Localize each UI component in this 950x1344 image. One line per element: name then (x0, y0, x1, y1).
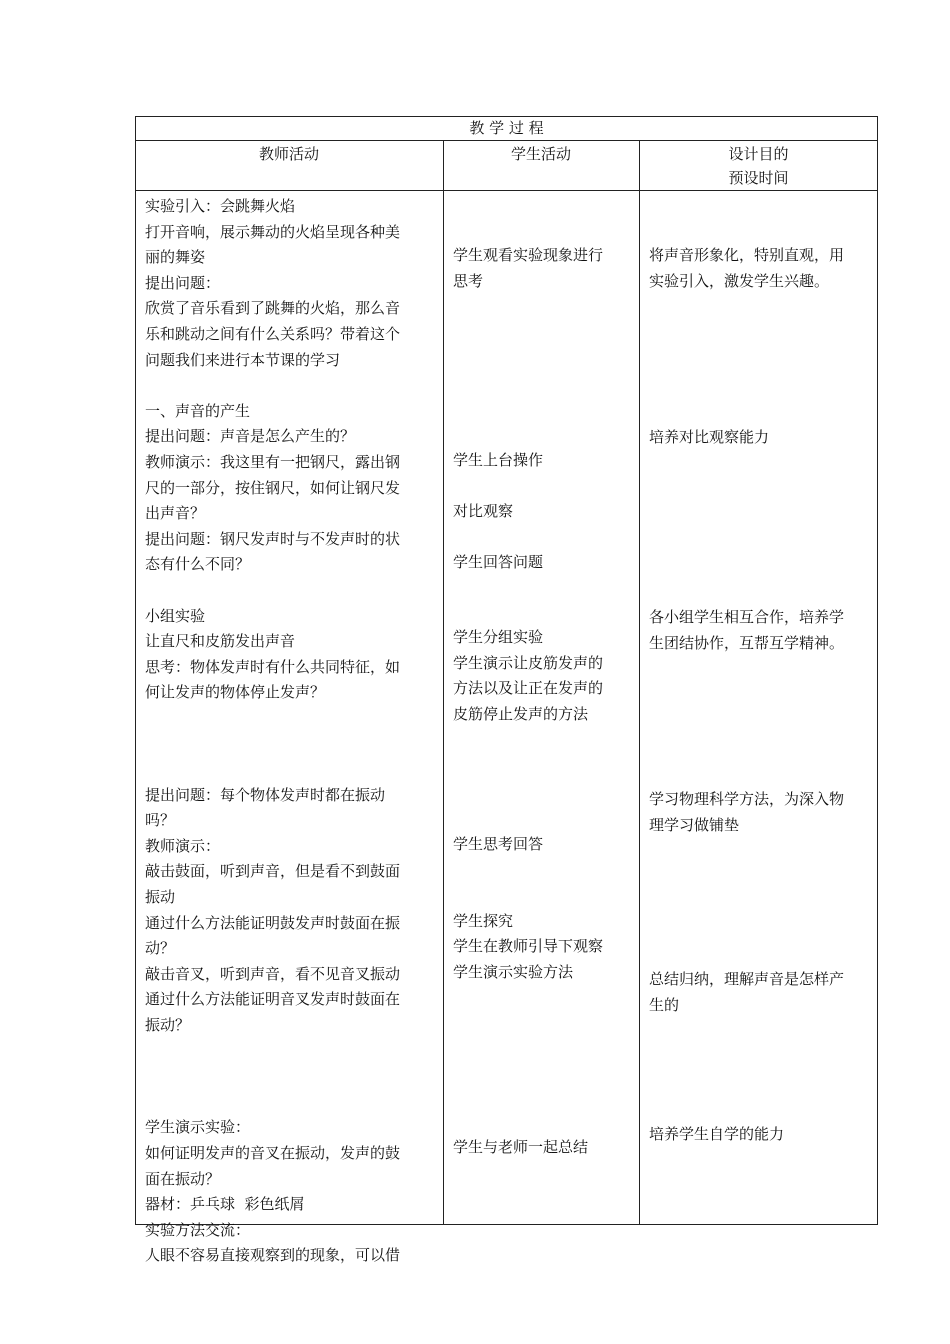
purpose-method: 学习物理科学方法，为深入物 理学习做铺垫 (649, 790, 845, 834)
column-divider-2 (639, 140, 640, 1225)
purpose-self-study: 培养学生自学的能力 (649, 1125, 785, 1143)
purpose-observation: 培养对比观察能力 (649, 428, 770, 446)
table-title: 教 学 过 程 (469, 119, 544, 137)
header-design-purpose: 设计目的 预设时间 (728, 145, 789, 187)
column-divider-1 (443, 140, 444, 1225)
student-activity-sound-origin: 学生上台操作 对比观察 学生回答问题 (453, 451, 544, 572)
student-activity-summary: 学生与老师一起总结 (453, 1138, 589, 1156)
student-activity-group-experiment: 学生分组实验 学生演示让皮筋发声的 方法以及让正在发声的 皮筋停止发声的方法 (453, 628, 604, 723)
student-activity-intro: 学生观看实验现象进行 思考 (453, 246, 604, 290)
teacher-activity-text: 实验引入：会跳舞火焰 打开音响，展示舞动的火焰呈现各种美 丽的舞姿 提出问题： 欣赏了音乐看到了跳舞的火焰，那么音 乐和跳动之间有什么关系吗？带着这个 问题我们来进行本节课的学习 一、声音的产生 提出问题：声音是怎么产生的？ 教师演示：我这里有一把钢尺，露出钢 尺的一部分，按住钢尺，如何让钢尺发 出声音？ 提出问题：钢尺发声时与不发声时的状 态有什么不同？ 小组实验 让直尺和皮筋发出声音 思考：物体发声时有什么共同特征，如 何让发声的物体停止发声？ 提出问题：每个物体发声时都在振动 吗？ 教师演示： 敲击鼓面，听到声音，但是看不到鼓面 振动 通过什么方法能证明鼓发声时鼓面在振 动？ 敲击音叉，听到声音，看不见音叉振动 通过什么方法能证明音叉发声时鼓面在 振动？ 学生演示实验： 如何证明发声的音叉在振动，发声的鼓 面在振动？ 器材：乒乓球 彩色纸屑 实验方法交流： 人眼不容易直接观察到的现象，可以借 (145, 197, 401, 1265)
purpose-summary: 总结归纳，理解声音是怎样产 生的 (649, 970, 845, 1014)
purpose-intro: 将声音形象化，特别直观，用 实验引入，激发学生兴趣。 (649, 246, 845, 290)
header-student-activity: 学生活动 (510, 145, 571, 163)
header-teacher-activity: 教师活动 (258, 145, 319, 163)
header-divider (135, 190, 878, 191)
purpose-cooperation: 各小组学生相互合作，培养学 生团结协作，互帮互学精神。 (649, 608, 845, 652)
title-divider (135, 140, 878, 141)
student-activity-vibration: 学生思考回答 学生探究 学生在教师引导下观察 学生演示实验方法 (453, 835, 604, 981)
